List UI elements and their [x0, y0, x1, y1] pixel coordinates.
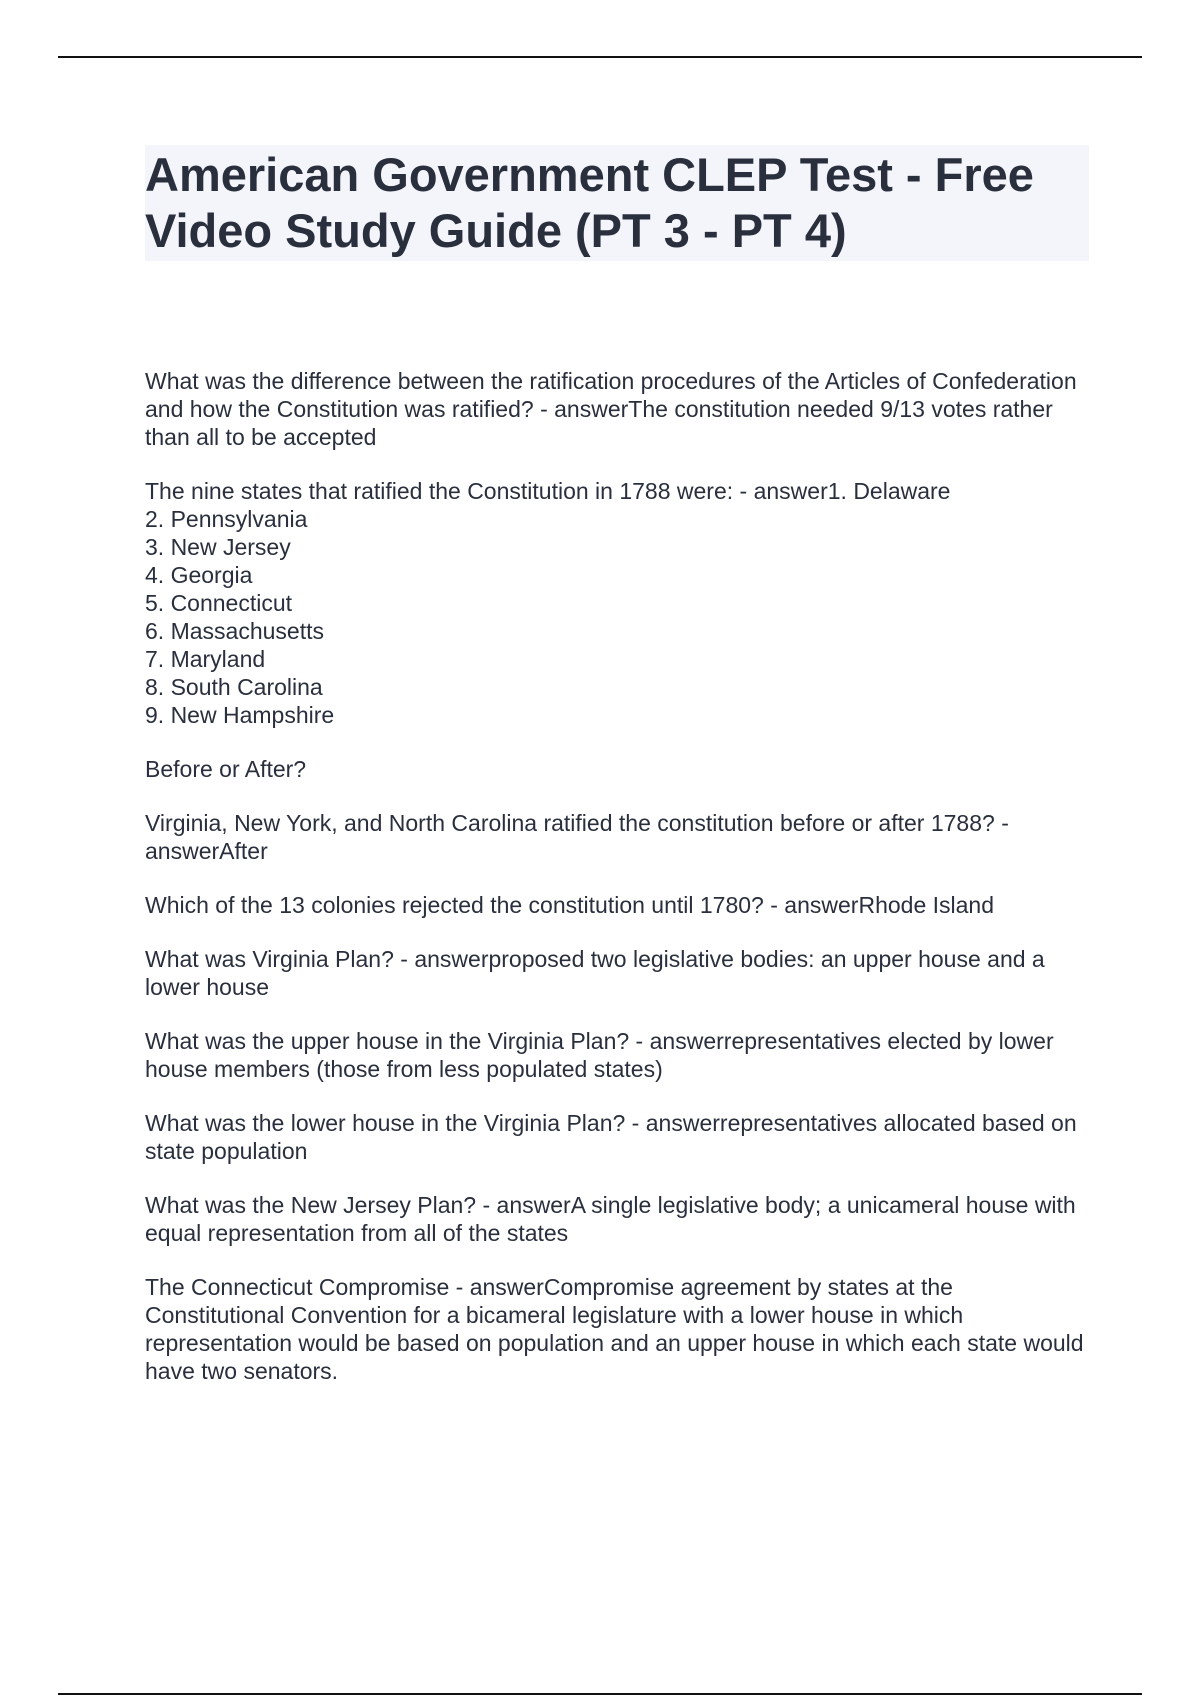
qa-item [145, 1027, 1095, 1083]
plain-text: Before or After? [145, 756, 307, 782]
qa-item [145, 367, 1095, 451]
answer-prefix: answer [649, 1028, 724, 1054]
separator: - [449, 1274, 470, 1300]
answer-list-item: 8. South Carolina [145, 674, 323, 700]
question-text: What was the upper house in the Virginia Plan? [145, 1028, 630, 1054]
answer-prefix: answer [784, 892, 859, 918]
question-text: Virginia, New York, and North Carolina ratified the constitution before or after 1788? [145, 810, 995, 836]
question-text: Which of the 13 colonies rejected the constitution until 1780? [145, 892, 764, 918]
answer-list-item: 2. Pennsylvania [145, 506, 308, 532]
separator: - [476, 1192, 497, 1218]
qa-item [145, 477, 1095, 729]
answer-prefix: answer [496, 1192, 571, 1218]
answer-prefix: answer [145, 838, 220, 864]
answer-prefix: answer [469, 1274, 544, 1300]
question-text: What was the New Jersey Plan? [145, 1192, 477, 1218]
qa-item [145, 809, 1095, 865]
answer-prefix: answer [753, 478, 828, 504]
qa-item [145, 891, 1095, 919]
separator: - [393, 946, 415, 972]
answer-text: representatives allocated based on state population [145, 1110, 1077, 1164]
answer-text: Rhode Island [858, 892, 994, 918]
answer-prefix: answer [414, 946, 489, 972]
question-text: What was the lower house in the Virginia Plan? [145, 1110, 626, 1136]
separator: - [625, 1110, 646, 1136]
title-banner [145, 145, 1089, 261]
separator: - [533, 396, 555, 422]
answer-list-item: 9. New Hampshire [145, 702, 335, 728]
qa-content [145, 367, 1095, 1411]
separator: - [629, 1028, 650, 1054]
answer-text: A single legislative body; a unicameral house with equal representation from all of the states [145, 1192, 1076, 1246]
answer-text: The constitution needed 9/13 votes rather than all to be accepted [145, 396, 1053, 450]
top-divider [58, 56, 1142, 58]
separator: - [733, 478, 754, 504]
bottom-divider [58, 1693, 1142, 1695]
separator: - [763, 892, 785, 918]
qa-item [145, 1273, 1095, 1385]
answer-text: Compromise agreement by states at the Constitutional Convention for a bicameral legislature with a lower house in which representation would be based on population and an upper house in which each state would have two senators. [145, 1274, 1084, 1384]
qa-item [145, 1191, 1095, 1247]
qa-item [145, 755, 1095, 783]
answer-text: After [219, 838, 268, 864]
answer-list-item: 7. Maryland [145, 646, 266, 672]
answer-list-item: 3. New Jersey [145, 534, 291, 560]
answer-prefix: answer [554, 396, 629, 422]
answer-list-item: 4. Georgia [145, 562, 253, 588]
answer-text: proposed two legislative bodies: an upper house and a lower house [145, 946, 1045, 1000]
answer-list-item: 1. Delaware [827, 478, 951, 504]
question-text: The Connecticut Compromise [145, 1274, 450, 1300]
qa-item [145, 1109, 1095, 1165]
answer-prefix: answer [645, 1110, 720, 1136]
question-text: What was Virginia Plan? [145, 946, 394, 972]
page-title: American Government CLEP Test - Free Video Study Guide (PT 3 - PT 4) [145, 148, 1034, 257]
question-text: The nine states that ratified the Constitution in 1788 were: [145, 478, 734, 504]
answer-list-item: 6. Massachusetts [145, 618, 324, 644]
answer-list-item: 5. Connecticut [145, 590, 293, 616]
answer-text: representatives elected by lower house members (those from less populated states) [145, 1028, 1054, 1082]
separator: - [994, 810, 1009, 836]
qa-item [145, 945, 1095, 1001]
question-text: What was the difference between the ratification procedures of the Articles of Confederation and how the Constitution was ratified? [145, 368, 1077, 422]
